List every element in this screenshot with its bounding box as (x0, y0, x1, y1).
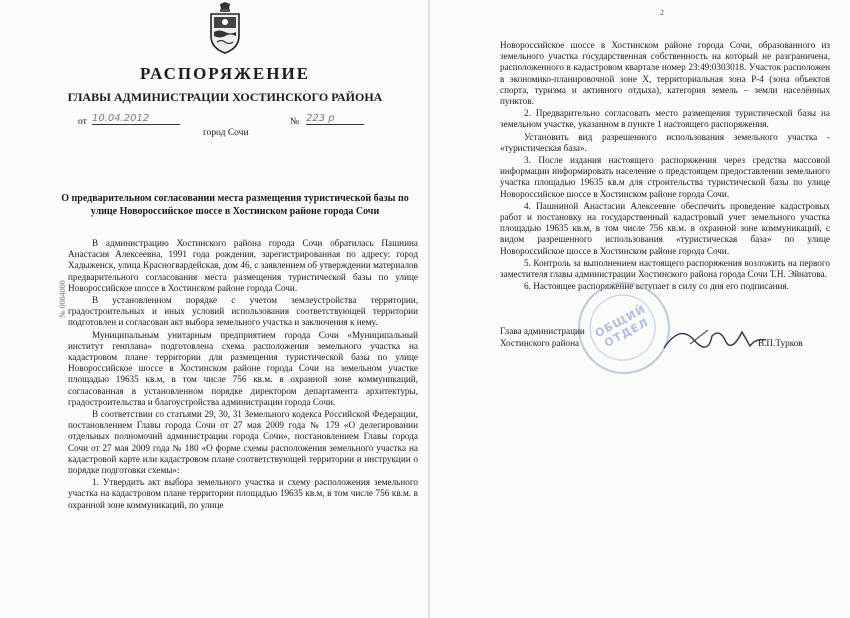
signatory-title-line: Глава администрации (500, 326, 585, 336)
right-page-body (500, 40, 830, 292)
signatory-name: В.П.Турков (758, 338, 803, 348)
sochi-coat-of-arms-icon (208, 2, 242, 54)
paragraph-continuation: Новороссийское шоссе в Хостинском районе города Сочи, образованного из земельного участка государственная собственность на который не разграничена, расположенного в кадастровом квартале номер 23:49:0303018. Участок расположен в экономико-планировочной зоне X, территориальная зона Р-4 (зона объектов спорта, туризма и активного отдыха), категория земель – земли населённых пунктов. (500, 40, 830, 107)
date-number-line (78, 115, 378, 141)
stamp-text: ОБЩИЙ ОТДЕЛ (592, 302, 651, 350)
document-city: город Сочи (203, 128, 249, 138)
paragraph: 1. Утвердить акт выбора земельного участка и схему расположения земельного участка на кадастровом плане территории площадью 19635 кв.м, в том числе 756 кв.м. в охранной зоне коммуникаций, по улице (68, 477, 418, 510)
document-date: 10.04.2012 (92, 113, 180, 125)
document-number: 223 р (306, 113, 364, 125)
paragraph: Муниципальным унитарным предприятием города Сочи «Муниципальный институт генплана» подготовлена схема расположения земельного участка на кадастровом плане территории для размещения туристической базы по улице Новороссийское шоссе в Хостинском районе города Сочи на земельном участке площадью 19635 кв.м, в том числе 756 кв.м. в охранной зоне коммуникаций, согласованная в установленном порядке директором департамента архитектуры, градостроительства и благоустройства администрации города Сочи. (68, 329, 418, 407)
handwritten-signature-icon (660, 318, 770, 358)
paragraph: 6. Настоящее распоряжение вступает в силу со дня его подписания. (524, 281, 789, 292)
side-registration-number: № 0084000 (58, 280, 67, 318)
document-title: РАСПОРЯЖЕНИЕ (139, 64, 311, 83)
paragraph: В установленном порядке с учетом землеустройства территории, градостроительных и иных условий использования соответствующей территории подготовлен и согласован акт выбора земельного участка и заключения к нему. (68, 295, 418, 328)
document-heading: О предварительном согласовании места размещения туристической базы по улице Новороссийское шоссе в Хостинском районе города Сочи (61, 193, 409, 217)
paragraph: В соответствии со статьями 29, 30, 31 Земельного кодекса Российской Федерации, постановлением Главы города Сочи от 27 мая 2009 года № 179 «О делегировании отдельных полномочий администрации города Сочи», постановлением Главы города Сочи от 27 мая 2009 года № 180 «О форме схемы расположения земельного участка на кадастровой карте или кадастровом плане соответствующей территории и инструкции о порядке подготовки схемы»: (68, 409, 418, 476)
left-page-body (68, 238, 418, 511)
date-prefix: от (78, 117, 87, 127)
page-number: 2 (660, 8, 664, 17)
paragraph: 2. Предварительно согласовать место размещения туристической базы на земельном участке, указанном в пункте 1 настоящего распоряжения. (500, 108, 830, 130)
paragraph: 4. Пашниной Анастасии Алексеевне обеспечить проведение кадастровых работ и постановку на государственный кадастровый учет земельного участка площадью 19635 кв.м, в том числе 756 кв.м. в охранной зоне коммуникаций, с видом разрешенного использования «туристическая база» по улице Новороссийское шоссе в Хостинском районе города Сочи. (500, 200, 830, 256)
signatory-title-line: Хостинского района (500, 337, 580, 348)
paragraph: 3. После издания настоящего распоряжения через средства массовой информации информировать население о предстоящем предоставлении земельного участка площадью 19635 кв.м для строительства туристической базы по улице Новороссийское шоссе в Хостинском районе города Сочи. (500, 155, 830, 199)
number-sign: № (290, 117, 300, 127)
signatory-title (500, 326, 585, 349)
paragraph: В администрацию Хостинского района города Сочи обратилась Пашнина Анастасия Алексеевна, 1991 года рождения, зарегистрированная по адресу: город Хадыженск, улица Красногвардейская, дом 46, с заявлением об утверждении материалов предварительного согласования места размещения туристической базы по улице Новороссийское шоссе в Хостинском районе города Сочи. (68, 238, 418, 293)
paragraph: Установить вид разрешенного использования земельного участка - «туристическая база». (500, 131, 830, 153)
document-subtitle: ГЛАВЫ АДМИНИСТРАЦИИ ХОСТИНСКОГО РАЙОНА (67, 90, 383, 104)
paragraph: 5. Контроль за выполнением настоящего распоряжения возложить на первого заместителя главы администрации Хостинского района города Сочи Т.Н. Эйнатова. (500, 257, 830, 280)
